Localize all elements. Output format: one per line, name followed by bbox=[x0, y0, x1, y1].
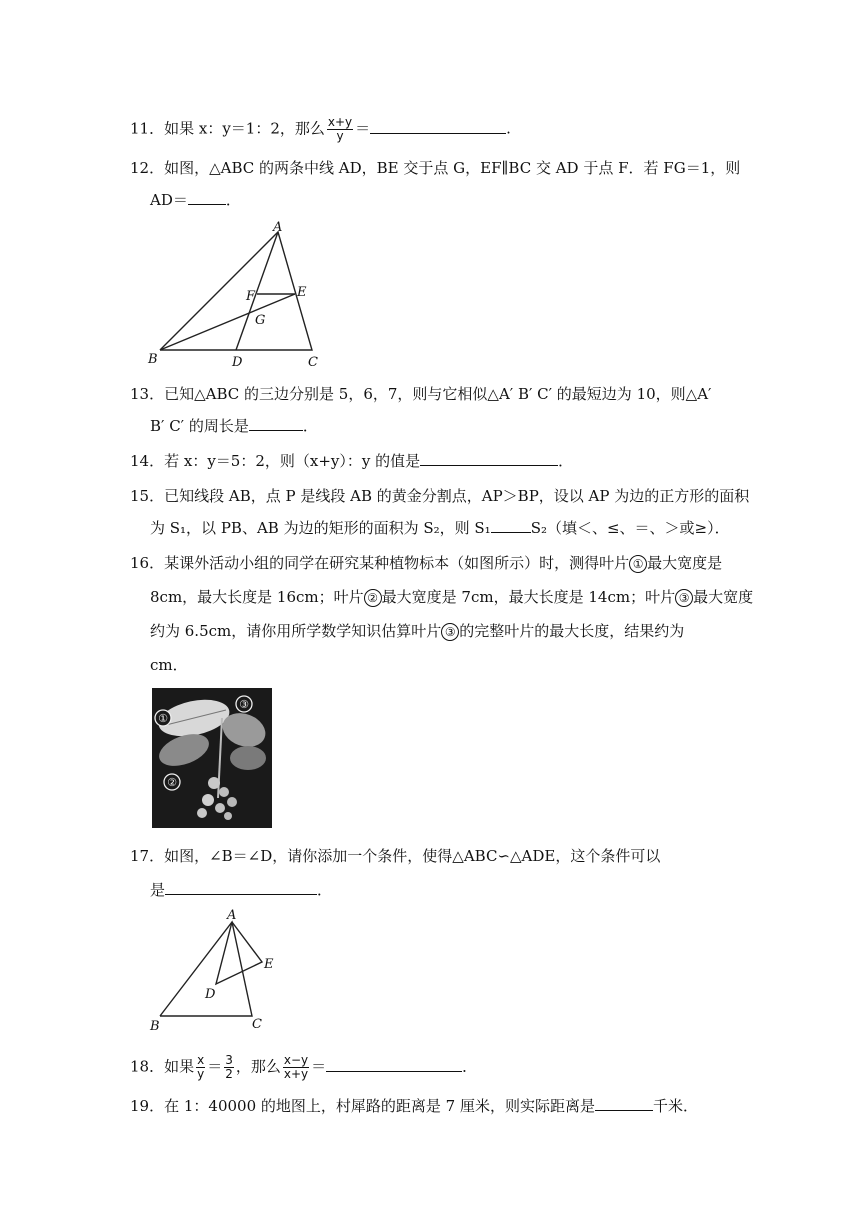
photo-label-3: ③ bbox=[239, 698, 249, 711]
leaf-3-marker: ③ bbox=[675, 589, 693, 607]
question-13-line2 bbox=[150, 416, 318, 436]
fraction-denominator: x+y bbox=[283, 1067, 309, 1081]
question-number: 18． bbox=[130, 1057, 165, 1076]
question-text: cm． bbox=[150, 656, 188, 674]
median-ad bbox=[236, 232, 278, 350]
label-d: D bbox=[232, 355, 243, 368]
fraction-expression bbox=[283, 1054, 309, 1081]
label-c: C bbox=[308, 355, 318, 368]
question-17-line1 bbox=[130, 846, 660, 866]
leaf-1-marker: ① bbox=[629, 555, 647, 573]
question-16-line3 bbox=[150, 621, 684, 641]
fraction-numerator: x bbox=[197, 1053, 205, 1067]
answer-blank bbox=[595, 1096, 653, 1111]
answer-blank bbox=[165, 880, 317, 895]
answer-blank bbox=[188, 190, 226, 205]
question-14 bbox=[130, 451, 573, 471]
question-text: 最大宽度是 7cm，最大长度是 14cm；叶片 bbox=[381, 588, 676, 606]
leaf-2-marker: ② bbox=[364, 589, 382, 607]
question-text: 最大宽度 bbox=[693, 588, 754, 606]
photo-label-1: ① bbox=[158, 712, 168, 725]
question-text: 某课外活动小组的同学在研究某种植物标本（如图所示）时，测得叶片 bbox=[164, 554, 630, 572]
median-be bbox=[160, 294, 295, 350]
question-text: 8cm，最大长度是 16cm；叶片 bbox=[150, 588, 364, 606]
question-text: 如图，∠B＝∠D，请你添加一个条件，使得△ABC∽△ADE，这个条件可以 bbox=[164, 847, 661, 865]
question-16-line4 bbox=[150, 655, 188, 675]
question-number: 15． bbox=[130, 487, 165, 505]
question-number: 17． bbox=[130, 847, 165, 865]
photo-label-2: ② bbox=[167, 776, 177, 789]
label-f: F bbox=[246, 289, 256, 304]
question-text: B′ C′ 的周长是 bbox=[150, 417, 249, 435]
equals-sign: ＝ bbox=[207, 1057, 223, 1076]
plant-specimen-photo bbox=[152, 688, 272, 828]
question-end: ． bbox=[317, 881, 333, 899]
question-text: 若 x：y＝5：2，则（x+y）：y 的值是 bbox=[164, 452, 421, 470]
question-text: 是 bbox=[150, 881, 166, 899]
fraction-denominator: 2 bbox=[225, 1067, 233, 1081]
question-number: 12． bbox=[130, 159, 165, 177]
answer-blank bbox=[249, 416, 303, 431]
question-18 bbox=[130, 1054, 477, 1081]
fraction-numerator: x+y bbox=[327, 115, 353, 129]
question-end: 千米． bbox=[652, 1097, 698, 1115]
triangle-abc bbox=[160, 232, 312, 350]
question-16-line1 bbox=[130, 553, 722, 573]
fraction-x-over-y bbox=[196, 1054, 205, 1081]
question-13-line1 bbox=[130, 384, 711, 404]
question-text: AD＝ bbox=[150, 191, 188, 209]
question-12-line1 bbox=[130, 158, 740, 178]
label-a: A bbox=[227, 908, 237, 923]
question-text: 的完整叶片的最大长度，结果约为 bbox=[459, 622, 685, 640]
question-number: 11． bbox=[130, 119, 165, 138]
label-b: B bbox=[150, 1019, 160, 1034]
leaf-3-marker: ③ bbox=[441, 623, 459, 641]
label-e: E bbox=[297, 285, 307, 300]
label-a: A bbox=[273, 220, 283, 235]
label-g: G bbox=[255, 313, 266, 328]
question-end: ． bbox=[462, 1057, 478, 1076]
answer-blank bbox=[370, 119, 506, 134]
question-end: . bbox=[506, 119, 511, 138]
question-15-line1 bbox=[130, 486, 749, 506]
question-text: ，那么 bbox=[235, 1057, 281, 1076]
question-15-line2 bbox=[150, 518, 730, 538]
question-text: 已知线段 AB，点 P 是线段 AB 的黄金分割点，AP＞BP，设以 AP 为边的正方形的面积 bbox=[164, 487, 750, 505]
question-text: 在 1：40000 的地图上，村犀路的距离是 7 厘米，则实际距离是 bbox=[164, 1097, 595, 1115]
question-number: 14． bbox=[130, 452, 165, 470]
fraction-numerator: x−y bbox=[283, 1053, 309, 1067]
question-19 bbox=[130, 1096, 698, 1116]
question-number: 19． bbox=[130, 1097, 165, 1115]
label-c: C bbox=[252, 1017, 262, 1032]
equals-sign: ＝ bbox=[311, 1057, 327, 1076]
fraction-denominator: y bbox=[336, 129, 344, 143]
question-number: 16． bbox=[130, 554, 165, 572]
fraction bbox=[327, 116, 353, 143]
question-16-line2 bbox=[150, 587, 753, 607]
answer-blank bbox=[491, 518, 531, 533]
question-text: 如果 bbox=[164, 1057, 195, 1076]
question-12-line2 bbox=[150, 190, 241, 210]
triangle-figure-17 bbox=[142, 906, 292, 1036]
question-end: ． bbox=[302, 417, 318, 435]
question-11 bbox=[130, 116, 511, 143]
fraction-three-halves bbox=[224, 1054, 234, 1081]
label-e: E bbox=[264, 957, 274, 972]
question-17-line2 bbox=[150, 880, 332, 900]
question-number: 13． bbox=[130, 385, 165, 403]
question-text: 约为 6.5cm，请你用所学数学知识估算叶片 bbox=[150, 622, 442, 640]
label-d: D bbox=[205, 987, 216, 1002]
fraction-numerator: 3 bbox=[225, 1053, 233, 1067]
question-text: S₂（填＜、≤、＝、＞或≥）． bbox=[530, 519, 730, 537]
question-text: 为 S₁，以 PB、AB 为边的矩形的面积为 S₂，则 S₁ bbox=[150, 519, 491, 537]
answer-blank bbox=[326, 1057, 462, 1072]
plant-specimen-drawing bbox=[152, 688, 272, 828]
question-text: 如果 x：y＝1：2，那么 bbox=[164, 119, 325, 138]
triangle-figure-12 bbox=[140, 220, 330, 368]
label-b: B bbox=[148, 352, 158, 367]
fraction-denominator: y bbox=[197, 1067, 205, 1081]
question-text: 最大宽度是 bbox=[647, 554, 723, 572]
question-text: 如图，△ABC 的两条中线 AD，BE 交于点 G，EF∥BC 交 AD 于点 F．若 FG＝1，则 bbox=[164, 159, 741, 177]
question-text: 已知△ABC 的三边分别是 5，6，7，则与它相似△A′ B′ C′ 的最短边为 10，则△A′ bbox=[164, 385, 712, 403]
question-end: ． bbox=[225, 191, 241, 209]
equals-sign: ＝ bbox=[355, 119, 371, 138]
answer-blank bbox=[420, 451, 558, 466]
question-end: ． bbox=[558, 452, 574, 470]
